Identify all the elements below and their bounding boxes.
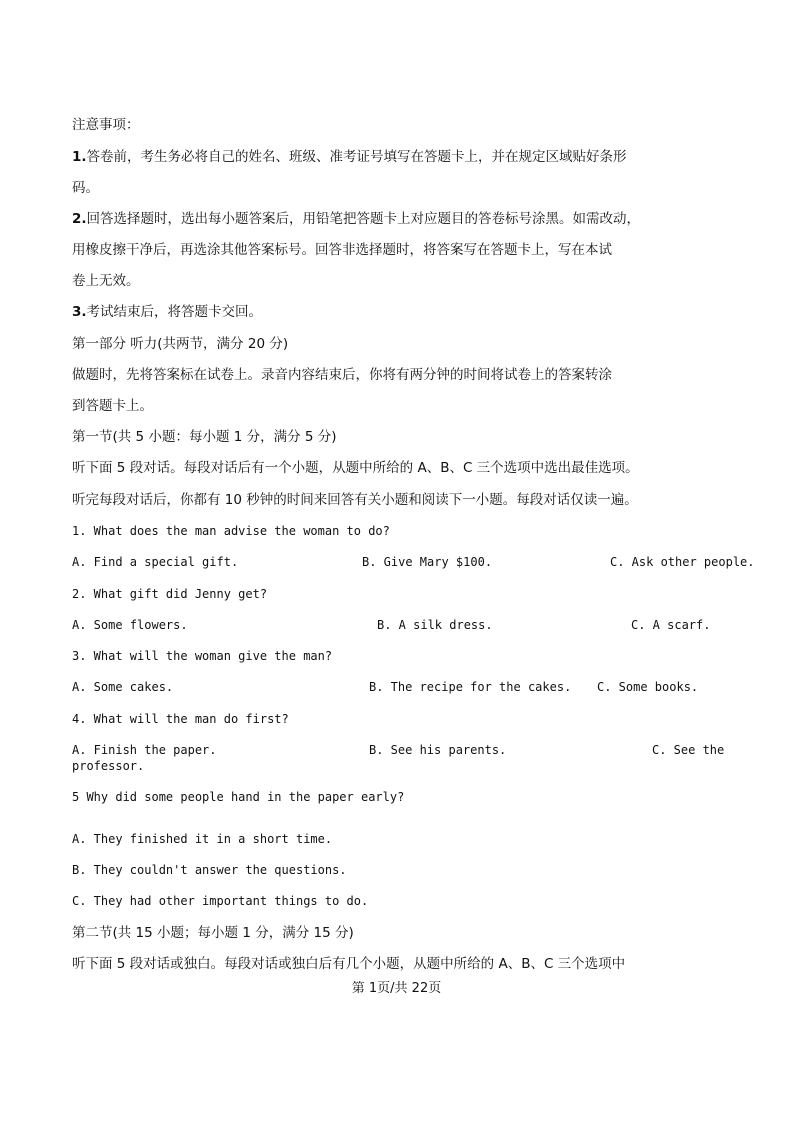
notice-item-1-text: 答卷前，考生务必将自己的姓名、班级、准考证号填写在答题卡上，并在规定区域贴好条形 [86, 149, 627, 165]
section2-heading: 第二节(共 15 小题；每小题 1 分，满分 15 分) [72, 925, 354, 941]
question-1-option-c: C. Ask other people. [610, 555, 755, 569]
question-4-option-c: C. See the [652, 743, 725, 757]
section1-instruction-1: 听下面 5 段对话。每段对话后有一个小题，从题中所给的 A、B、C 三个选项中选出最佳选项。 [72, 460, 639, 476]
notice-item-1 [72, 148, 627, 166]
question-2-option-a: A. Some flowers. [72, 618, 188, 632]
notice-title: 注意事项： [72, 117, 140, 133]
question-5-option-a: A. They finished it in a short time. [72, 832, 333, 846]
notice-item-2-cont-2: 卷上无效。 [72, 273, 140, 289]
page-number: 第 1页/共 22页 [351, 981, 442, 996]
question-3-option-b: B. The recipe for the cakes. [369, 680, 572, 694]
question-5-option-c: C. They had other important things to do. [72, 894, 369, 908]
question-4-option-b: B. See his parents. [369, 743, 507, 757]
part1-instruction-2: 到答题卡上。 [72, 398, 153, 414]
question-2-option-c: C. A scarf. [631, 618, 711, 632]
question-1: 1. What does the man advise the woman to do? [72, 524, 390, 538]
question-5-option-b: B. They couldn't answer the questions. [72, 863, 347, 877]
notice-item-1-cont: 码。 [72, 180, 99, 196]
question-3-option-a: A. Some cakes. [72, 680, 174, 694]
question-1-option-b: B. Give Mary $100. [362, 555, 493, 569]
section1-instruction-2: 听完每段对话后，你都有 10 秒钟的时间来回答有关小题和阅读下一小题。每段对话仅读一遍。 [72, 492, 638, 508]
notice-item-3 [72, 303, 262, 321]
question-1-option-a: A. Find a special gift. [72, 555, 239, 569]
section2-instruction-1: 听下面 5 段对话或独白。每段对话或独白后有几个小题，从题中所给的 A、B、C 三个选项中 [72, 956, 626, 972]
question-4-option-a: A. Finish the paper. [72, 743, 217, 757]
question-2: 2. What gift did Jenny get? [72, 587, 268, 601]
question-5: 5 Why did some people hand in the paper early? [72, 790, 405, 804]
question-4-option-c-cont: professor. [72, 759, 145, 773]
part1-instruction-1: 做题时，先将答案标在试卷上。录音内容结束后，你将有两分钟的时间将试卷上的答案转涂 [72, 367, 612, 383]
question-4: 4. What will the man do first? [72, 712, 289, 726]
notice-item-3-text: 考试结束后，将答题卡交回。 [86, 304, 263, 320]
section1-heading: 第一节(共 5 小题：每小题 1 分，满分 5 分) [72, 429, 337, 445]
notice-item-2-number: 2. [72, 211, 87, 227]
notice-item-2 [72, 210, 640, 228]
question-3-option-c: C. Some books. [597, 680, 699, 694]
question-3: 3. What will the woman give the man? [72, 649, 333, 663]
notice-item-1-number: 1. [72, 149, 87, 165]
part1-heading: 第一部分 听力(共两节，满分 20 分) [72, 336, 289, 352]
notice-item-2-text: 回答选择题时，选出每小题答案后，用铅笔把答题卡上对应题目的答卷标号涂黑。如需改动， [86, 211, 641, 227]
notice-item-3-number: 3. [72, 304, 87, 320]
question-2-option-b: B. A silk dress. [377, 618, 493, 632]
notice-item-2-cont-1: 用橡皮擦干净后，再选涂其他答案标号。回答非选择题时，将答案写在答题卡上，写在本试 [72, 242, 612, 258]
